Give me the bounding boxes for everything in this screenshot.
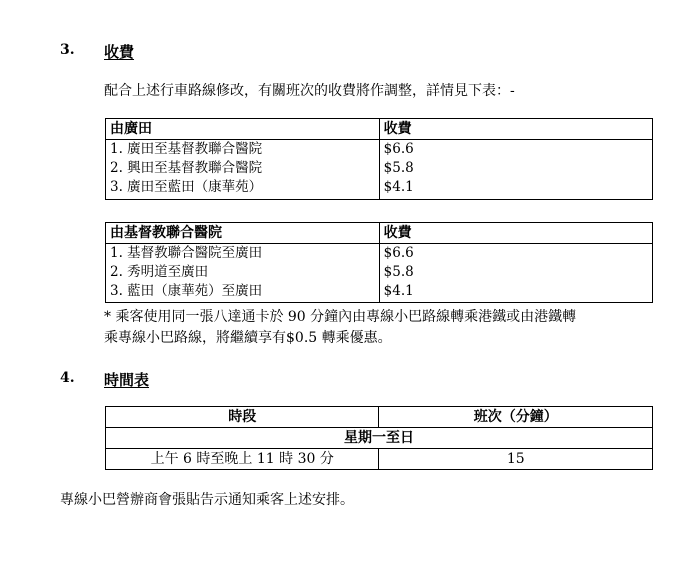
fare-value: $6.6 (383, 141, 414, 157)
fare-table-from-kwong-tin (105, 118, 653, 200)
section-3-title: 收費 (104, 43, 135, 61)
fare-value: $4.1 (383, 179, 414, 195)
route-list-cell (106, 140, 380, 200)
interchange-note-line-2: 乘專線小巴路線，將繼續享有$0.5 轉乘優惠。 (104, 330, 392, 346)
route-column-header: 由廣田 (106, 119, 380, 140)
table-row (106, 244, 653, 303)
fare-value: $6.6 (383, 245, 414, 261)
table-header-row (106, 407, 653, 428)
route-column-header: 由基督教聯合醫院 (106, 223, 380, 244)
table-row (106, 140, 653, 200)
fare-table-from-united-christian-hospital (105, 222, 653, 303)
frequency-cell: 15 (379, 449, 653, 470)
fare-list-cell (379, 244, 652, 303)
fare-column-header: 收費 (379, 223, 652, 244)
fare-intro-text: 配合上述行車路線修改，有關班次的收費將作調整，詳情見下表：- (104, 83, 515, 99)
fare-value: $5.8 (383, 264, 414, 280)
timetable (105, 406, 653, 470)
table-header-row (106, 223, 653, 244)
fare-value: $4.1 (383, 283, 414, 299)
route-item: 1. 基督教聯合醫院至廣田 (110, 245, 263, 261)
section-3-number: 3. (60, 42, 75, 58)
table-header-row (106, 119, 653, 140)
table-row (106, 449, 653, 470)
route-item: 3. 藍田（康華苑）至廣田 (110, 283, 263, 299)
route-item: 2. 秀明道至廣田 (110, 264, 209, 280)
closing-note: 專線小巴營辦商會張貼告示通知乘客上述安排。 (60, 492, 354, 508)
day-group-header: 星期一至日 (106, 428, 653, 449)
route-item: 3. 廣田至藍田（康華苑） (110, 179, 263, 195)
fare-list-cell (379, 140, 652, 200)
period-cell: 上午 6 時至晚上 11 時 30 分 (106, 449, 379, 470)
day-group-row (106, 428, 653, 449)
period-column-header: 時段 (106, 407, 379, 428)
route-item: 2. 興田至基督教聯合醫院 (110, 160, 263, 176)
interchange-note-line-1: * 乘客使用同一張八達通卡於 90 分鐘內由專線小巴路線轉乘港鐵或由港鐵轉 (104, 309, 577, 325)
interchange-note (104, 307, 664, 349)
section-4-number: 4. (60, 370, 75, 386)
frequency-column-header: 班次（分鐘） (379, 407, 653, 428)
section-4-title: 時間表 (104, 371, 150, 389)
fare-value: $5.8 (383, 160, 414, 176)
route-list-cell (106, 244, 380, 303)
fare-column-header: 收費 (379, 119, 652, 140)
route-item: 1. 廣田至基督教聯合醫院 (110, 141, 263, 157)
